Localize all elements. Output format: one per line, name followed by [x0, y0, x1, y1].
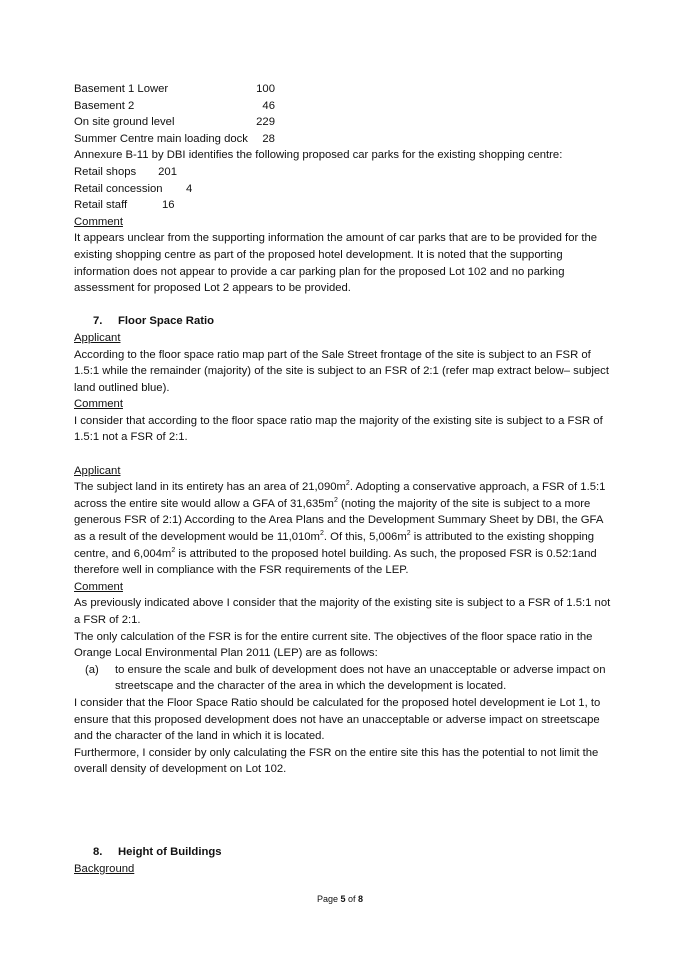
footer-prefix: Page: [316, 894, 341, 904]
comment-paragraph: Furthermore, I consider by only calculating the FSR on the entire site this has the potential to not limit the overall density of development on Lot 102.: [74, 746, 599, 776]
comment-paragraph: It appears unclear from the supporting information the amount of car parks that are to be provided for the existing shopping centre as part of the proposed hotel development. It is noted that the supporting information does not appear to provide a car parking plan for the proposed Lot 102 and no parking assessment for proposed Lot 2 appears to be provided.: [74, 232, 598, 295]
comment-heading: Comment: [74, 398, 123, 411]
retail-park-row: [74, 164, 614, 181]
section-number: 8.: [93, 845, 103, 858]
car-park-label: Basement 1 Lower: [74, 83, 169, 95]
applicant-paragraph: According to the floor space ratio map part of the Sale Street frontage of the site is subject to an FSR of 1.5:1 while the remainder (majority) of the site is subject to an FSR of 2:1 (refer map extract below– subject land outlined blue).: [74, 348, 609, 394]
spacer: [74, 778, 614, 844]
list-item-text: to ensure the scale and bulk of development does not have an unacceptable or adverse impact on streetscape and the character of the area in which the development is located.: [115, 663, 606, 693]
retail-park-row: [74, 181, 614, 198]
applicant-paragraph: The subject land in its entirety has an area of $21,090m^2$. Adopting a conservative approach, a FSR of 1.5:1 across the entire site would allow a GFA of $31,635m^2$ (noting the majority of the site is subject to a more generous FSR of 2:1) According to the Area Plans and the Development Summary Sheet by DBI, the GFA as a result of the development would be $11,010m^2$. Of this, $5,006m^2$ is attributed to the existing shopping centre, and $6,004m^2$ is attributed to the proposed hotel building. As such, the proposed FSR is 0.52:1and therefore well in compliance with the FSR requirements of the LEP.: [74, 480, 606, 577]
car-park-row: [74, 114, 614, 131]
background-heading: Background: [74, 862, 135, 875]
page-content: [74, 81, 614, 877]
retail-park-label: Retail staff: [74, 199, 128, 212]
car-park-label: On site ground level: [74, 116, 175, 129]
section-heading-8: [74, 844, 614, 861]
annexure-intro: Annexure B-11 by DBI identifies the following proposed car parks for the existing shopping centre:: [74, 149, 563, 162]
section-title: Floor Space Ratio: [118, 315, 215, 328]
car-park-label: Summer Centre main loading dock: [74, 132, 248, 145]
retail-park-label: Retail shops: [74, 165, 137, 178]
comment-heading: Comment: [74, 215, 123, 228]
footer-current-page: 5: [340, 894, 346, 904]
section-heading-7: [74, 313, 614, 330]
car-park-value: 46: [262, 99, 275, 112]
retail-park-label: Retail concession: [74, 182, 163, 195]
section-title: Height of Buildings: [118, 845, 222, 858]
spacer: [74, 446, 614, 463]
comment-paragraph: As previously indicated above I consider that the majority of the existing site is subject to a FSR of 1.5:1 not a FSR of 2:1.: [74, 597, 611, 626]
list-marker: (a): [85, 663, 99, 676]
car-park-row: [74, 81, 614, 98]
footer-mid: of: [345, 894, 359, 904]
car-park-row: [74, 131, 614, 148]
applicant-heading: Applicant: [74, 464, 121, 477]
objective-list-item: [74, 662, 614, 695]
car-park-value: 28: [262, 132, 275, 145]
retail-park-value: 4: [186, 182, 193, 195]
retail-park-value: 201: [158, 165, 177, 178]
comment-paragraph: I consider that the Floor Space Ratio should be calculated for the proposed hotel development ie Lot 1, to ensure that this proposed development does not have an unacceptable or adverse impact on streetscape and the character of the land in which it is located.: [74, 696, 601, 743]
comment-heading: Comment: [74, 580, 123, 593]
applicant-heading: Applicant: [74, 331, 121, 344]
comment-paragraph: The only calculation of the FSR is for the entire current site. The objectives of the floor space ratio in the Orange Local Environmental Plan 2011 (LEP) are as follows:: [74, 630, 593, 660]
car-park-value: 100: [256, 83, 275, 95]
footer-total-pages: 8: [358, 894, 364, 904]
section-number: 7.: [93, 315, 103, 328]
retail-park-value: 16: [162, 199, 175, 212]
page-footer: [0, 894, 680, 904]
car-park-label: Basement 2: [74, 99, 135, 112]
car-park-value: 229: [256, 116, 275, 129]
spacer: [74, 297, 614, 314]
retail-park-row: [74, 197, 614, 214]
car-park-row: [74, 98, 614, 115]
comment-paragraph: I consider that according to the floor space ratio map the majority of the existing site is subject to a FSR of 1.5:1 not a FSR of 2:1.: [74, 414, 603, 444]
